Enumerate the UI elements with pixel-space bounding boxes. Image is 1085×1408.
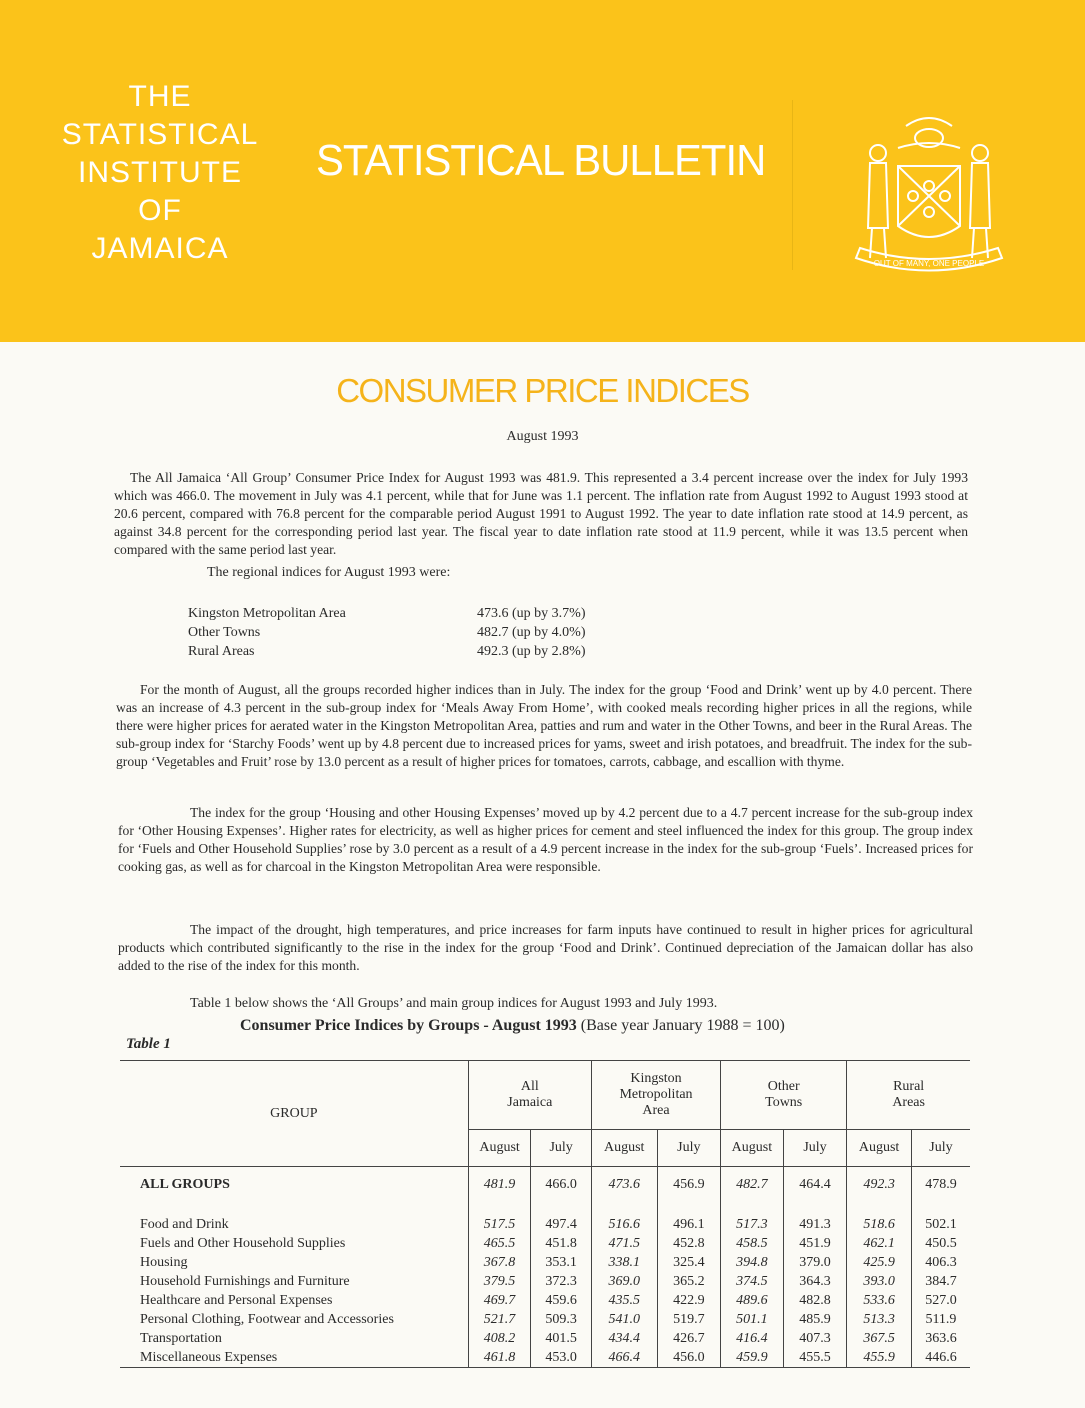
index-value: 379.0 bbox=[783, 1253, 847, 1272]
table-row bbox=[120, 1234, 970, 1253]
index-value: 434.4 bbox=[591, 1329, 657, 1348]
banner-divider bbox=[792, 100, 793, 270]
paragraph-overview: The All Jamaica ‘All Group’ Consumer Price Index for August 1993 was 481.9. This represented a 3.4 percent increase over the index for July 1993 which was 466.0. The movement in July was 4.1 percent, while that for June was 1.1 percent. The inflation rate from August 1992 to August 1993 stood at 20.6 percent, compared with 76.8 percent for the comparable period August 1991 to August 1992. The year to date inflation rate stood at 14.9 percent, as against 34.8 percent for the corresponding period last year. The fiscal year to date inflation rate stood at 11.9 percent, while it was 13.5 percent when compared with the same period last year. bbox=[114, 470, 968, 557]
index-value: 489.6 bbox=[721, 1291, 784, 1310]
table-label: Table 1 bbox=[126, 1036, 171, 1052]
index-value: 459.9 bbox=[721, 1348, 784, 1368]
group-name: Fuels and Other Household Supplies bbox=[140, 1236, 346, 1251]
group-name: Household Furnishings and Furniture bbox=[140, 1274, 350, 1289]
region-header: Kingston Metropolitan Area bbox=[591, 1061, 720, 1130]
table-row bbox=[120, 1272, 970, 1291]
index-value: 513.3 bbox=[847, 1310, 912, 1329]
index-value: 461.8 bbox=[468, 1348, 531, 1368]
index-value: 482.7 bbox=[721, 1167, 784, 1204]
group-name: Food and Drink bbox=[140, 1217, 229, 1232]
index-value: 502.1 bbox=[911, 1215, 970, 1234]
institute-line: JAMAICA bbox=[91, 232, 229, 265]
group-name: ALL GROUPS bbox=[140, 1177, 230, 1192]
index-value: 482.8 bbox=[783, 1291, 847, 1310]
region-header: Rural Areas bbox=[847, 1061, 970, 1130]
index-value: 406.3 bbox=[911, 1253, 970, 1272]
index-value: 517.3 bbox=[721, 1215, 784, 1234]
index-value: 455.9 bbox=[847, 1348, 912, 1368]
index-value: 426.7 bbox=[657, 1329, 721, 1348]
index-value: 325.4 bbox=[657, 1253, 721, 1272]
table-row bbox=[120, 1253, 970, 1272]
crest-motto: OUT OF MANY, ONE PEOPLE bbox=[873, 259, 985, 268]
regional-value: 473.6 (up by 3.7%) bbox=[477, 606, 586, 621]
index-value: 458.5 bbox=[721, 1234, 784, 1253]
index-value: 497.4 bbox=[531, 1215, 592, 1234]
index-value: 496.1 bbox=[657, 1215, 721, 1234]
coat-of-arms-icon bbox=[846, 108, 1012, 278]
regional-name: Kingston Metropolitan Area bbox=[188, 606, 346, 621]
index-value: 481.9 bbox=[468, 1167, 531, 1204]
table-row bbox=[120, 1348, 970, 1368]
table-row bbox=[120, 1310, 970, 1329]
index-value: 408.2 bbox=[468, 1329, 531, 1348]
month-header: July bbox=[911, 1130, 970, 1167]
index-value: 425.9 bbox=[847, 1253, 912, 1272]
month-header: July bbox=[783, 1130, 847, 1167]
index-value: 511.9 bbox=[911, 1310, 970, 1329]
regional-name: Other Towns bbox=[188, 625, 261, 640]
bulletin-title: STATISTICAL BULLETIN bbox=[316, 136, 766, 185]
index-value: 527.0 bbox=[911, 1291, 970, 1310]
index-value: 367.5 bbox=[847, 1329, 912, 1348]
index-value: 338.1 bbox=[591, 1253, 657, 1272]
index-value: 453.0 bbox=[531, 1348, 592, 1368]
index-value: 466.0 bbox=[531, 1167, 592, 1204]
index-value: 369.0 bbox=[591, 1272, 657, 1291]
index-value: 435.5 bbox=[591, 1291, 657, 1310]
index-value: 393.0 bbox=[847, 1272, 912, 1291]
table-row bbox=[120, 1291, 970, 1310]
month-header: August bbox=[591, 1130, 657, 1167]
index-value: 452.8 bbox=[657, 1234, 721, 1253]
regional-name: Rural Areas bbox=[188, 644, 255, 659]
table-title: Consumer Price Indices by Groups - August 1993 (Base year January 1988 = 100) bbox=[240, 1017, 785, 1034]
table-row-all-groups bbox=[120, 1167, 970, 1204]
institute-line: THE bbox=[128, 80, 192, 113]
index-value: 446.6 bbox=[911, 1348, 970, 1368]
cpi-table bbox=[120, 1060, 970, 1368]
regional-intro: The regional indices for August 1993 were: bbox=[207, 565, 451, 580]
index-value: 394.8 bbox=[721, 1253, 784, 1272]
index-value: 462.1 bbox=[847, 1234, 912, 1253]
region-header: Other Towns bbox=[721, 1061, 847, 1130]
index-value: 364.3 bbox=[783, 1272, 847, 1291]
index-value: 384.7 bbox=[911, 1272, 970, 1291]
index-value: 509.3 bbox=[531, 1310, 592, 1329]
index-value: 422.9 bbox=[657, 1291, 721, 1310]
table-row bbox=[120, 1329, 970, 1348]
paragraph-drought: The impact of the drought, high temperatures, and price increases for farm inputs have continued to result in higher prices for agricultural products which contributed significantly to the rise in the index for the group ‘Food and Drink’. Continued depreciation of the Jamaican dollar has also added to the rise of the index for this month. bbox=[118, 922, 973, 973]
group-header: GROUP bbox=[120, 1061, 468, 1167]
index-value: 485.9 bbox=[783, 1310, 847, 1329]
index-value: 365.2 bbox=[657, 1272, 721, 1291]
index-value: 379.5 bbox=[468, 1272, 531, 1291]
group-name: Miscellaneous Expenses bbox=[120, 1348, 468, 1368]
index-value: 456.0 bbox=[657, 1348, 721, 1368]
index-value: 478.9 bbox=[911, 1167, 970, 1204]
report-date: August 1993 bbox=[506, 429, 579, 444]
paragraph-housing: The index for the group ‘Housing and other Housing Expenses’ moved up by 4.2 percent due to a 4.7 percent increase for the sub-group index for ‘Other Housing Expenses’. Higher rates for electricity, as well as higher prices for cement and steel influenced the index for this group. The group index for ‘Fuels and Other Household Supplies’ rose by 3.0 percent as a result of a 4.9 percent increase in the index for the sub-group ‘Fuels’. Increased prices for cooking gas, as well as for charcoal in the Kingston Metropolitan Area were responsible. bbox=[118, 805, 973, 874]
month-header: July bbox=[531, 1130, 592, 1167]
index-value: 459.6 bbox=[531, 1291, 592, 1310]
month-header: August bbox=[468, 1130, 531, 1167]
index-value: 456.9 bbox=[657, 1167, 721, 1204]
page-title: CONSUMER PRICE INDICES bbox=[336, 372, 749, 409]
index-value: 469.7 bbox=[468, 1291, 531, 1310]
index-value: 367.8 bbox=[468, 1253, 531, 1272]
index-value: 516.6 bbox=[591, 1215, 657, 1234]
index-value: 416.4 bbox=[721, 1329, 784, 1348]
index-value: 471.5 bbox=[591, 1234, 657, 1253]
month-header: August bbox=[721, 1130, 784, 1167]
institute-line: INSTITUTE bbox=[78, 156, 242, 189]
institute-name bbox=[40, 78, 280, 268]
table-intro: Table 1 below shows the ‘All Groups’ and main group indices for August 1993 and July 1993. bbox=[190, 996, 718, 1011]
institute-line: OF bbox=[138, 194, 182, 227]
index-value: 517.5 bbox=[468, 1215, 531, 1234]
index-value: 450.5 bbox=[911, 1234, 970, 1253]
index-value: 533.6 bbox=[847, 1291, 912, 1310]
index-value: 466.4 bbox=[591, 1348, 657, 1368]
region-header: All Jamaica bbox=[468, 1061, 591, 1130]
paragraph-food: For the month of August, all the groups recorded higher indices than in July. The index for the group ‘Food and Drink’ went up by 4.0 percent. There was an increase of 4.3 percent in the sub-group index for ‘Meals Away From Home’, with cooked meals recording higher prices in all the regions, while there were higher prices for aerated water in the Kingston Metropolitan Area, patties and rum and water in the Other Towns, and beer in the Rural Areas. The sub-group index for ‘Starchy Foods’ went up by 4.8 percent due to increased prices for yams, sweet and irish potatoes, and breadfruit. The index for the sub-group ‘Vegetables and Fruit’ rose by 13.0 percent as a result of higher prices for tomatoes, carrots, cabbage, and escallion with thyme. bbox=[116, 682, 972, 769]
index-value: 541.0 bbox=[591, 1310, 657, 1329]
index-value: 451.9 bbox=[783, 1234, 847, 1253]
index-value: 501.1 bbox=[721, 1310, 784, 1329]
index-value: 492.3 bbox=[847, 1167, 912, 1204]
month-header: July bbox=[657, 1130, 721, 1167]
index-value: 491.3 bbox=[783, 1215, 847, 1234]
index-value: 353.1 bbox=[531, 1253, 592, 1272]
index-value: 407.3 bbox=[783, 1329, 847, 1348]
index-value: 519.7 bbox=[657, 1310, 721, 1329]
regional-value: 482.7 (up by 4.0%) bbox=[477, 625, 586, 640]
index-value: 465.5 bbox=[468, 1234, 531, 1253]
group-name: Housing bbox=[140, 1255, 188, 1270]
index-value: 374.5 bbox=[721, 1272, 784, 1291]
group-name: Healthcare and Personal Expenses bbox=[140, 1293, 333, 1308]
index-value: 372.3 bbox=[531, 1272, 592, 1291]
month-header: August bbox=[847, 1130, 912, 1167]
index-value: 455.5 bbox=[783, 1348, 847, 1368]
index-value: 464.4 bbox=[783, 1167, 847, 1204]
table-row bbox=[120, 1215, 970, 1234]
index-value: 518.6 bbox=[847, 1215, 912, 1234]
index-value: 401.5 bbox=[531, 1329, 592, 1348]
institute-line: STATISTICAL bbox=[61, 118, 259, 151]
index-value: 473.6 bbox=[591, 1167, 657, 1204]
group-name: Transportation bbox=[140, 1331, 222, 1346]
index-value: 521.7 bbox=[468, 1310, 531, 1329]
regional-value: 492.3 (up by 2.8%) bbox=[477, 644, 586, 659]
group-name: Personal Clothing, Footwear and Accessories bbox=[140, 1312, 394, 1327]
index-value: 451.8 bbox=[531, 1234, 592, 1253]
index-value: 363.6 bbox=[911, 1329, 970, 1348]
